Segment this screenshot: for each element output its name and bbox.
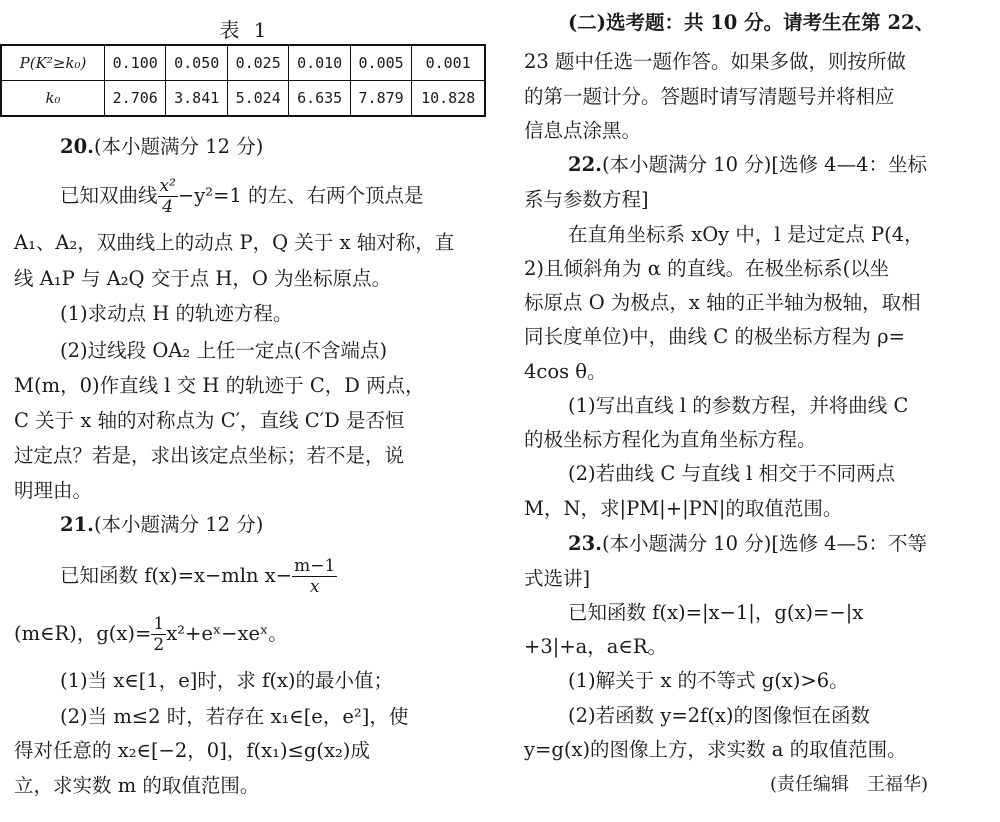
q21-text: x²+eˣ−xeˣ。: [166, 622, 288, 645]
q21-part1: (1)当 x∈[1，e]时，求 f(x)的最小值；: [60, 669, 394, 692]
fraction-numerator: x²: [159, 176, 176, 196]
q22-line: 在直角坐标系 xOy 中，l 是过定点 P(4，: [568, 223, 924, 246]
table-cell: 0.025: [227, 45, 288, 81]
q20-line: A₁、A₂，双曲线上的动点 P，Q 关于 x 轴对称，直: [14, 231, 455, 254]
q21-number: 21.: [60, 513, 94, 536]
q21-line: 立，求实数 m 的取值范围。: [14, 774, 260, 797]
q20-number: 20.: [60, 135, 94, 158]
editor-credit: (责任编辑 王福华): [770, 774, 929, 795]
table-cell: 10.828: [412, 81, 485, 117]
table-row-head: k₀: [1, 81, 105, 117]
q20-part2: (2)过线段 OA₂ 上任一定点(不含端点): [60, 339, 388, 362]
q21-heading: [60, 508, 263, 542]
table-cell: 0.005: [350, 45, 411, 81]
fraction-numerator: m−1: [294, 556, 336, 576]
q22-score: (本小题满分 10 分)[选修 4—4：坐标: [601, 153, 927, 176]
q22-number: 22.: [568, 153, 602, 176]
q20-line: 线 A₁P 与 A₂Q 交于点 H，O 为坐标原点。: [14, 267, 392, 290]
q22-line: 标原点 O 为极点，x 轴的正半轴为极轴，取相: [524, 291, 921, 314]
q21-line: 得对任意的 x₂∈[−2，0]，f(x₁)≤g(x₂)成: [14, 739, 370, 762]
q20-line: [60, 176, 424, 217]
q22-part1: (1)写出直线 l 的参数方程，并将曲线 C: [568, 394, 909, 417]
q22-heading: [568, 148, 927, 182]
q22-line: 的极坐标方程化为直角坐标方程。: [524, 428, 817, 451]
q23-line: 式选讲]: [524, 567, 591, 590]
table-row: [1, 45, 485, 81]
optional-line: 信息点涂黑。: [524, 119, 642, 142]
q23-part2: (2)若函数 y=2f(x)的图像恒在函数: [568, 704, 871, 727]
table-cell: 0.100: [105, 45, 166, 81]
table-cell: 3.841: [166, 81, 227, 117]
q21-line: [14, 614, 288, 655]
table-cell: 0.010: [289, 45, 350, 81]
chi-square-table: [0, 44, 486, 117]
q21-score: (本小题满分 12 分): [93, 513, 264, 536]
q22-line: 2)且倾斜角为 α 的直线。在极坐标系(以坐: [524, 257, 890, 280]
q20-line: 过定点？若是，求出该定点坐标；若不是，说: [14, 444, 405, 467]
table-cell: 0.050: [166, 45, 227, 81]
q20-fraction: [158, 176, 178, 217]
q22-line: 系与参数方程]: [524, 188, 649, 211]
fraction-denominator: 4: [162, 197, 174, 217]
q21-text: 已知函数 f(x)=x−mln x−: [60, 564, 293, 587]
optional-line: 的第一题计分。答题时请写清题号并将相应: [524, 85, 895, 108]
q20-part1: (1)求动点 H 的轨迹方程。: [60, 302, 293, 325]
q23-line: +3|+a，a∈R。: [524, 635, 668, 658]
fraction-denominator: 2: [153, 635, 165, 655]
q23-heading: [568, 527, 927, 561]
q20-text: −y²=1 的左、右两个顶点是: [177, 184, 424, 207]
q22-line: M，N，求|PM|+|PN|的取值范围。: [524, 497, 843, 520]
q21-text: (m∈R)，g(x)=: [14, 622, 152, 645]
q23-part1: (1)解关于 x 的不等式 g(x)>6。: [568, 669, 849, 692]
q21-fraction: [292, 556, 337, 597]
table-cell: 6.635: [289, 81, 350, 117]
q20-text: 已知双曲线: [60, 184, 158, 207]
q21-line: [60, 556, 337, 597]
q20-line: C 关于 x 轴的对称点为 C′，直线 C′D 是否恒: [14, 409, 405, 432]
fraction-numerator: 1: [153, 614, 165, 634]
q23-number: 23.: [568, 532, 602, 555]
table-cell: 2.706: [105, 81, 166, 117]
q21-part2: (2)当 m≤2 时，若存在 x₁∈[e，e²]，使: [60, 705, 409, 728]
q22-line: 同长度单位)中，曲线 C 的极坐标方程为 ρ=: [524, 325, 905, 348]
q20-score: (本小题满分 12 分): [93, 135, 264, 158]
table-cell: 0.001: [412, 45, 485, 81]
optional-line: 23 题中任选一题作答。如果多做，则按所做: [524, 50, 907, 73]
q22-line: 4cos θ。: [524, 360, 607, 383]
table-cell: 5.024: [227, 81, 288, 117]
q20-line: M(m，0)作直线 l 交 H 的轨迹于 C，D 两点，: [14, 374, 425, 397]
q23-line: 已知函数 f(x)=|x−1|，g(x)=−|x: [568, 601, 864, 624]
q20-line: 明理由。: [14, 479, 93, 502]
q23-score: (本小题满分 10 分)[选修 4—5：不等: [601, 532, 927, 555]
table-row-head: P(K²≥k₀): [1, 45, 105, 81]
q22-part2: (2)若曲线 C 与直线 l 相交于不同两点: [568, 462, 896, 485]
left-column: [0, 0, 490, 797]
table-row: [1, 81, 485, 117]
q21-fraction-half: [151, 614, 166, 655]
q23-line: y=g(x)的图像上方，求实数 a 的取值范围。: [524, 738, 907, 761]
q20-heading: [60, 130, 263, 164]
fraction-denominator: x: [309, 577, 320, 597]
optional-intro: (二)选考题：共 10 分。请考生在第 22、: [568, 11, 935, 34]
table-caption: 表 1: [219, 18, 271, 42]
table-cell: 7.879: [350, 81, 411, 117]
